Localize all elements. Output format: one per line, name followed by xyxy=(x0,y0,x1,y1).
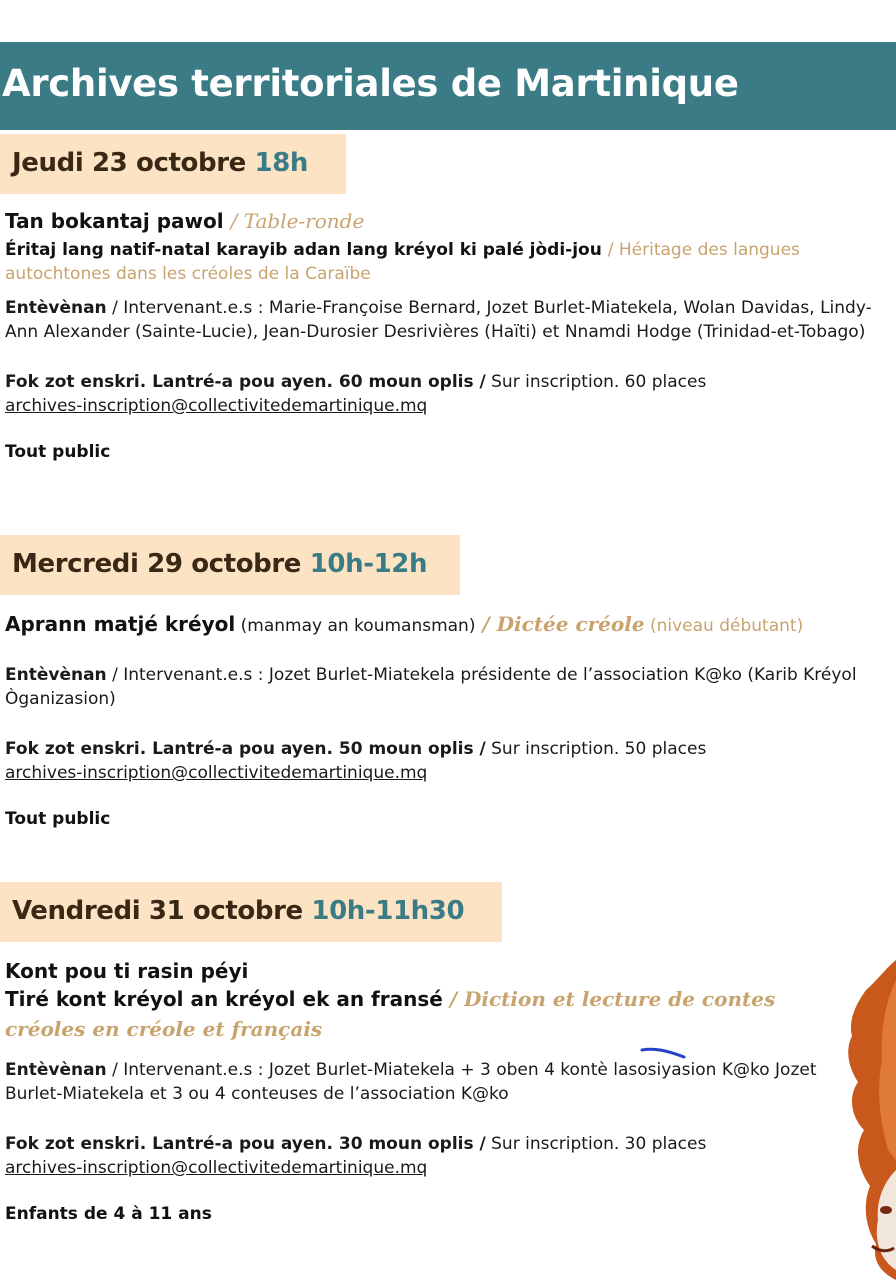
header-banner xyxy=(0,42,896,130)
inscription-kreyol: Fok zot enskri. Lantré-a pou ayen. 60 moun oplis / xyxy=(5,372,486,392)
event-subtitle-kreyol: Tiré kont kréyol an kréyol ek an fransé xyxy=(5,987,443,1011)
event-audience: Tout public xyxy=(5,442,111,462)
event-time: 18h xyxy=(254,148,309,178)
event-speakers xyxy=(5,663,880,711)
inscription-kreyol: Fok zot enskri. Lantré-a pou ayen. 30 moun oplis / xyxy=(5,1134,486,1154)
speakers-label: Entèvènan xyxy=(5,1060,107,1080)
event-inscription xyxy=(5,370,880,394)
event-title-kreyol: Aprann matjé kréyol xyxy=(5,612,236,636)
email-link[interactable]: archives-inscription@collectivitedemartinique.mq xyxy=(5,1158,428,1178)
inscription-french: Sur inscription. 50 places xyxy=(485,739,707,759)
event-title xyxy=(5,208,880,234)
event-date-label: Jeudi 23 octobre xyxy=(12,148,246,178)
speakers-text: / Intervenant.e.s : Jozet Burlet-Miatekela + 3 oben 4 kontè lasosiyasion K@ko Jozet Burlet-Miatekela et 3 ou 4 conteuses de l’association K@ko xyxy=(5,1060,817,1104)
event-date-label: Mercredi 29 octobre xyxy=(12,549,302,579)
event-title-french: / Table-ronde xyxy=(230,209,365,233)
email-link[interactable]: archives-inscription@collectivitedemartinique.mq xyxy=(5,763,428,783)
event-title xyxy=(5,611,880,639)
speakers-label: Entèvènan xyxy=(5,665,107,685)
pen-stroke-mark xyxy=(640,1046,686,1060)
event-inscription xyxy=(5,737,880,761)
event-time: 10h-11h30 xyxy=(311,896,465,926)
event-date-2 xyxy=(0,535,460,595)
speakers-text: / Intervenant.e.s : Jozet Burlet-Miatekela présidente de l’association K@ko (Karib Kréyol Òganizasion) xyxy=(5,665,857,709)
event-speakers xyxy=(5,296,880,344)
event-subtitle xyxy=(5,984,835,1044)
event-title: Kont pou ti rasin péyi xyxy=(5,959,249,983)
event-subtitle-french: / Héritage des langues autochtones dans les créoles de la Caraïbe xyxy=(5,240,800,284)
event-inscription xyxy=(5,1132,835,1156)
event-time: 10h-12h xyxy=(309,549,428,579)
inscription-french: Sur inscription. 60 places xyxy=(485,372,707,392)
event-subtitle xyxy=(5,238,880,286)
event-speakers xyxy=(5,1058,835,1106)
event-title-kreyol-note: (manmay an koumansman) xyxy=(235,616,476,636)
event-subtitle-kreyol: Éritaj lang natif-natal karayib adan lang kréyol ki palé jòdi-jou xyxy=(5,240,602,260)
speakers-label: Entèvènan xyxy=(5,298,107,318)
email-link[interactable]: archives-inscription@collectivitedemartinique.mq xyxy=(5,396,428,416)
inscription-french: Sur inscription. 30 places xyxy=(485,1134,707,1154)
page-title: Archives territoriales de Martinique xyxy=(2,62,739,105)
event-date-1 xyxy=(0,134,346,194)
event-title-french-note: (niveau débutant) xyxy=(644,616,804,636)
event-3 xyxy=(5,958,835,1224)
event-title-kreyol: Tan bokantaj pawol xyxy=(5,209,224,233)
event-2 xyxy=(5,611,880,829)
speakers-text: / Intervenant.e.s : Marie-Françoise Bernard, Jozet Burlet-Miatekela, Wolan Davidas, Lindy-Ann Alexander (Sainte-Lucie), Jean-Durosier Desrivières (Haïti) et Nnamdi Hodge (Trinidad-et-Tobago) xyxy=(5,298,872,342)
event-audience: Enfants de 4 à 11 ans xyxy=(5,1204,212,1224)
event-1 xyxy=(5,208,880,462)
event-subtitle-french: / Diction et lecture de contes créoles en créole et français xyxy=(5,987,776,1041)
event-title-french: / Dictée créole xyxy=(475,612,645,636)
decorative-face-illustration xyxy=(836,960,896,1280)
event-audience: Tout public xyxy=(5,809,111,829)
inscription-kreyol: Fok zot enskri. Lantré-a pou ayen. 50 moun oplis / xyxy=(5,739,486,759)
event-date-3 xyxy=(0,882,502,942)
event-date-label: Vendredi 31 octobre xyxy=(12,896,303,926)
